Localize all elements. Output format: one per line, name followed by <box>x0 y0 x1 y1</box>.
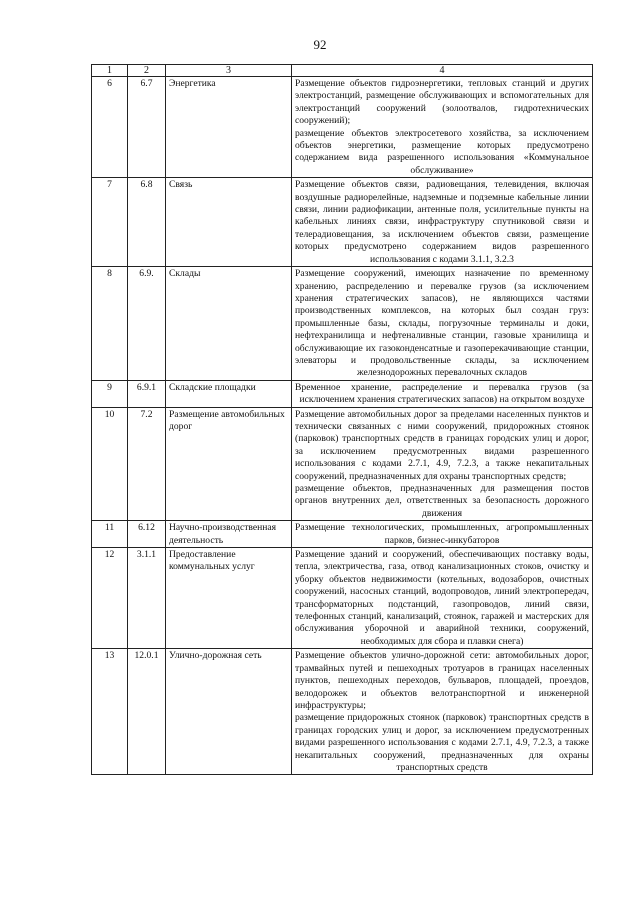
description-paragraph: Размещение зданий и сооружений, обеспечивающих поставку воды, тепла, электричества, газа, отвод канализационных стоков, очистку и уборку объектов недвижимости (котельных, водозаборов, очистных сооружений, насосных станций, водопроводов, линий электропередач, трансформаторных подстанций, газопроводов, линий связи, телефонных станций, канализаций, стоянок, гаражей и мастерских для обслуживания уборочной и аварийной техники, сооружений, необходимых для сбора и плавки снега) <box>295 549 589 647</box>
table-row <box>92 521 593 548</box>
use-name: Улично-дорожная сеть <box>166 649 292 775</box>
row-number: 9 <box>92 380 128 407</box>
row-number: 11 <box>92 521 128 548</box>
use-description <box>292 407 593 521</box>
use-name: Предоставление коммунальных услуг <box>166 548 292 649</box>
description-paragraph: Размещение автомобильных дорог за пределами населенных пунктов и технически связанных с ними сооружений, придорожных стоянок (парковок) транспортных средств в границах городских улиц и дорог, за исключением предусмотренных видами разрешенного использования с кодами 2.7.1, 4.9, 7.2.3, а также некапитальных сооружений, предназначенных для охраны транспортных средств; <box>295 408 589 482</box>
header-cell: 2 <box>128 65 166 77</box>
use-code: 12.0.1 <box>128 649 166 775</box>
use-description <box>292 649 593 775</box>
use-name: Связь <box>166 178 292 267</box>
row-number: 8 <box>92 267 128 381</box>
use-code: 7.2 <box>128 407 166 521</box>
table-row <box>92 267 593 381</box>
table-row <box>92 649 593 775</box>
use-code: 6.9. <box>128 267 166 381</box>
header-cell: 1 <box>92 65 128 77</box>
row-number: 7 <box>92 178 128 267</box>
header-cell: 4 <box>292 65 593 77</box>
row-number: 6 <box>92 77 128 178</box>
row-number: 10 <box>92 407 128 521</box>
use-description <box>292 380 593 407</box>
description-paragraph: Размещение технологических, промышленных, агропромышленных парков, бизнес-инкубаторов <box>295 522 589 546</box>
use-name: Научно-производственная деятельность <box>166 521 292 548</box>
use-description <box>292 77 593 178</box>
use-description <box>292 178 593 267</box>
land-use-table <box>91 64 593 775</box>
use-name: Размещение автомобильных дорог <box>166 407 292 521</box>
row-number: 13 <box>92 649 128 775</box>
description-paragraph: Размещение объектов гидроэнергетики, тепловых станций и других электростанций, размещение обслуживающих и вспомогательных для электростанций сооружений (золоотвалов, гидротехнических сооружений); <box>295 78 589 127</box>
use-description <box>292 521 593 548</box>
use-name: Складские площадки <box>166 380 292 407</box>
use-code: 6.12 <box>128 521 166 548</box>
description-paragraph: Размещение объектов улично-дорожной сети: автомобильных дорог, трамвайных путей и пешеходных тротуаров в границах населенных пунктов, пешеходных переходов, бульваров, площадей, проездов, велодорожек и объектов велотранспортной и инженерной инфраструктуры; <box>295 650 589 711</box>
row-number: 12 <box>92 548 128 649</box>
header-cell: 3 <box>166 65 292 77</box>
table-row <box>92 178 593 267</box>
use-code: 6.7 <box>128 77 166 178</box>
description-paragraph: Временное хранение, распределение и перевалка грузов (за исключением хранения стратегических запасов) на открытом воздухе <box>295 381 589 406</box>
description-paragraph: Размещение сооружений, имеющих назначение по временному хранению, распределению и перевалке грузов (за исключением хранения стратегических запасов), не являющихся частями производственных комплексов, на которых был создан груз: промышленные базы, склады, погрузочные терминалы и доки, нефтехранилища и нефтеналивные станции, газовые хранилища и обслуживающие их газоконденсатные и газоперекачивающие станции, элеваторы и продовольственные склады, за исключением железнодорожных перевалочных складов <box>295 268 589 379</box>
table-row <box>92 77 593 178</box>
use-name: Энергетика <box>166 77 292 178</box>
use-description <box>292 267 593 381</box>
use-name: Склады <box>166 267 292 381</box>
description-paragraph: размещение придорожных стоянок (парковок) транспортных средств в границах городских улиц и дорог, за исключением предусмотренных видами разрешенного использования с кодами 2.7.1, 4.9, 7.2.3, а также некапитальных сооружений, предназначенных для охраны транспортных средств <box>295 712 589 773</box>
table-header-row <box>92 65 593 77</box>
description-paragraph: Размещение объектов связи, радиовещания, телевидения, включая воздушные радиорелейные, надземные и подземные кабельные линии связи, линии радиофикации, антенные поля, усилительные пункты на кабельных линиях связи, инфраструктуру спутниковой связи и телерадиовещания, за исключением объектов связи, размещение которых предусмотрено содержанием видов разрешенного использования с кодами 3.1.1, 3.2.3 <box>295 179 589 265</box>
use-code: 6.9.1 <box>128 380 166 407</box>
description-paragraph: размещение объектов электросетевого хозяйства, за исключением объектов энергетики, размещение которых предусмотрено содержанием вида разрешенного использования «Коммунальное обслуживание» <box>295 127 589 176</box>
table-row <box>92 407 593 521</box>
table-row <box>92 548 593 649</box>
description-paragraph: размещение объектов, предназначенных для размещения постов органов внутренних дел, ответственных за безопасность дорожного движения <box>295 483 589 519</box>
page-number: 92 <box>313 37 327 52</box>
use-code: 3.1.1 <box>128 548 166 649</box>
use-description <box>292 548 593 649</box>
table-row <box>92 380 593 407</box>
use-code: 6.8 <box>128 178 166 267</box>
